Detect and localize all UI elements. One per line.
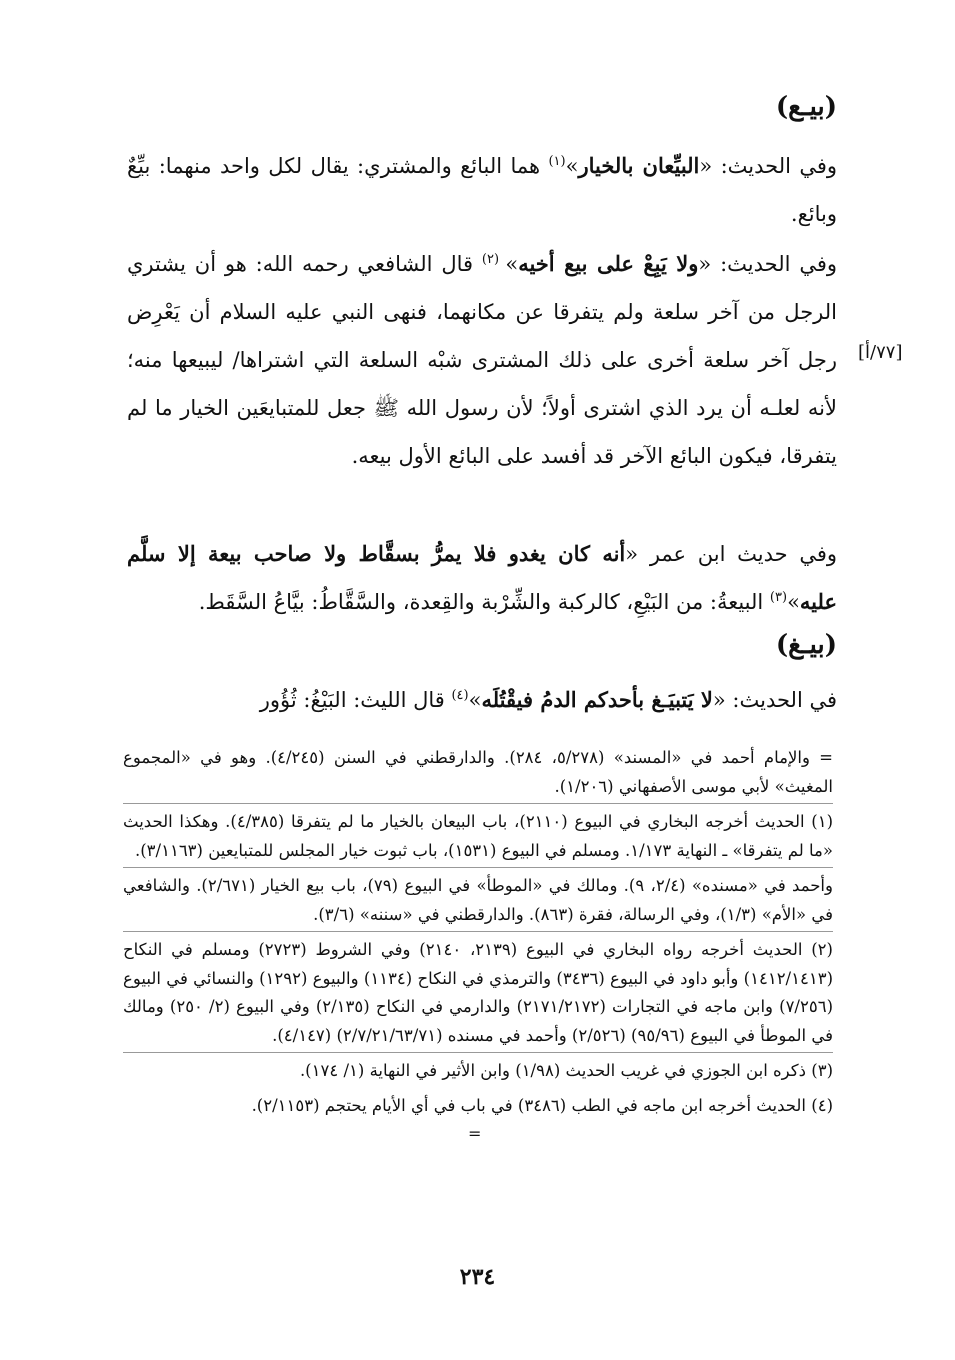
hadith-quote: ولا يَبِعْ على بيع أخيه	[518, 251, 699, 276]
footnote-continuation-mark: =	[468, 1124, 482, 1143]
hadith-quote: أنه كان يغدو فلا يمرُّ بسقَّاط ولا صاحب بيعة إلا سلَّم عليه	[127, 541, 837, 614]
entry-heading-baygh: (بيـغ)	[775, 630, 837, 660]
quote-close: »	[565, 154, 579, 178]
hadith-quote: البيِّعان بالخيار	[578, 153, 700, 178]
paragraph-ibn-umar	[127, 530, 837, 626]
quote-close: »	[468, 688, 482, 712]
quote-close: »	[505, 252, 519, 276]
footnote-marker[interactable]: (٤)	[451, 688, 469, 703]
paragraph-text: البيعةُ: من البَيْعِ، كالركبة والشِّرْبة والقِعدة، والسَّقَّاطُ: بيَّاعُ السَّقَط.	[198, 590, 770, 614]
hadith-quote: لا يَتبيَـغ بأحدكم الدمُ فيقْتُلَه	[481, 687, 713, 712]
footnote-1-continued: وأحمد في «مسنده» (٢/٤، ٩). ومالك في «الموطأ» في البيوع (٧٩)، باب بيع الخيار (٢/٦٧١). والشافعي في «الأم» (١/٣)، وفي الرسالة، فقرة (٨٦٣). والدارقطني في «سننه» (٣/٦).	[123, 872, 833, 932]
paragraph-la-yatabayyagh	[127, 676, 837, 724]
entry-heading-bay: (بيـع)	[775, 92, 837, 122]
paragraph-text: قال الشافعي رحمه الله: هو أن يشتري الرجل من آخر سلعة ولم يتفرقا عن مكانهما، فنهى النبي عليه السلام أن يَعْرِض رجل آخر سلعة أخرى على ذلك المشترى شبْه السلعة التي اشتراها/ ليبيعها منه؛ لأنه لعلـه أن يرد الذي اشترى أولاً؛ لأن رسول الله ﷺ جعل للمتبايعَين الخيار ما لم يتفرقا، فيكون البائع الآخر قد أفسد على البائع الأول بيعه.	[127, 252, 837, 468]
paragraph-text: هما البائع والمشتري: يقال لكل واحد منهما: بيِّعٌ وبائع.	[127, 154, 837, 226]
footnote-2: (٢) الحديث أخرجه رواه البخاري في البيوع (٢١٣٩، ٢١٤٠) وفي الشروط (٢٧٢٣) ومسلم في النكاح (١٤١٢/١٤١٣) وأبو داود في البيوع (٣٤٣٦) والترمذي في النكاح (١١٣٤) والبيوع (١٢٩٢) والنسائي في البيوع (٧/٢٥٦) وابن ماجه في التجارات (٢١٧١/٢١٧٢) والدارمي في النكاح (٢/١٣٥) وفي البيوع (٢/ ٢٥٠) ومالك في الموطأ في البيوع (٩٥/٩٦) (٢/٥٢٦) وأحمد في مسنده (٢/٧/٢١/٦٣/٧١) (٤/١٤٧).	[123, 936, 833, 1053]
footnote-1: (١) الحديث أخرجه البخاري في البيوع (٢١١٠)، باب البيعان بالخيار ما لم يتفرقا (٤/٣٨٥). وهكذا الحديث «ما لم يتفرقا» ـ النهاية ١/١٧٣. ومسلم في البيوع (١٥٣١)، باب ثبوت خيار المجلس للمتبايعين (٣/١١٦٣).	[123, 808, 833, 868]
paragraph-text: وفي الحديث: «	[699, 154, 838, 178]
footnote-marker[interactable]: (١)	[548, 154, 566, 169]
paragraph-text: في الحديث: «	[712, 688, 837, 712]
manuscript-folio-marker: [٧٧/أ]	[858, 342, 903, 363]
footnote-continued: = والإمام أحمد في «المسند» (٥/٢٧٨، ٢٨٤). والدارقطني في السنن (٤/٢٤٥). وهو في «المجموع المغيث» لأبي موسى الأصفهاني (١/٢٠٦).	[123, 744, 833, 804]
footnote-marker[interactable]: (٣)	[769, 590, 788, 605]
footnote-3: (٣) ذكره ابن الجوزي في غريب الحديث (١/٩٨) وابن الأثير في النهاية (١/ ١٧٤).	[299, 1061, 833, 1080]
footnotes-section	[123, 744, 833, 1142]
footnote-marker[interactable]: (٢)	[481, 252, 506, 267]
paragraph-la-yabi	[127, 240, 837, 480]
paragraph-bayyian	[127, 142, 837, 238]
paragraph-text: قال الليث: البَيْغُ: ثُؤُور	[259, 688, 452, 712]
page-number: ٢٣٤	[459, 1264, 496, 1290]
footnote-4: (٤) الحديث أخرجه ابن ماجه في الطب (٣٤٨٦) في باب في أي الأيام يحتجم (٢/١١٥٣).	[251, 1095, 833, 1115]
paragraph-text: وفي حديث ابن عمر «	[625, 542, 838, 566]
quote-close: »	[787, 590, 800, 614]
paragraph-text: وفي الحديث: «	[698, 252, 837, 276]
